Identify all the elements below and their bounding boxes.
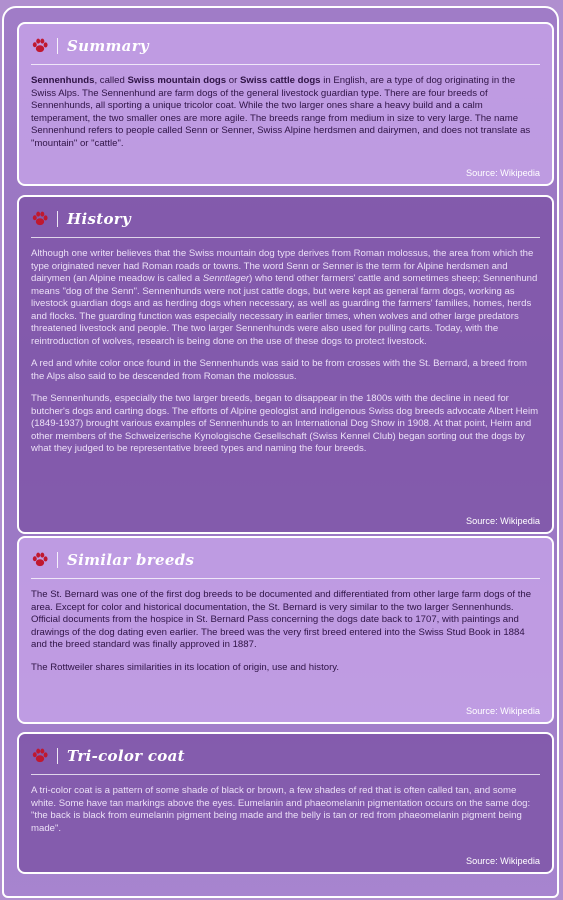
summary-bold-1: Sennenhunds xyxy=(31,75,95,86)
summary-source-link[interactable]: Source: Wikipedia xyxy=(465,168,540,178)
header-divider xyxy=(57,211,58,227)
header-divider xyxy=(57,38,58,54)
page-frame xyxy=(2,6,559,898)
tricolor-source-link[interactable]: Source: Wikipedia xyxy=(465,856,540,866)
tricolor-header xyxy=(31,744,540,775)
summary-text-1: , called xyxy=(94,75,128,86)
history-paragraph-2: A red and white color once found in the Sennenhunds was said to be from crosses with the St. Bernard, a breed from the Alps also said to be descended from Roman the molossus. xyxy=(31,358,527,382)
tricolor-title: Tri-color coat xyxy=(67,747,185,765)
history-paragraph-1 xyxy=(31,248,540,348)
similar-source-link[interactable]: Source: Wikipedia xyxy=(465,706,540,716)
summary-bold-3: Swiss cattle dogs xyxy=(240,75,321,86)
paw-icon xyxy=(31,747,49,765)
history-text-1a: Although one writer believes that the Swiss mountain dog type derives from Roman molossus, the area from which the type originated never had Roman roads or towns. The word Senn or Senner is the term for Alpine herdsmen and dairymen (an Alpine meadow is called a xyxy=(31,248,534,284)
summary-header xyxy=(31,34,540,65)
history-text-1b: ) who tend other farmers' cattle and sometimes sheep; Sennenhund means "dog of the Senn". Sennenhunds were not just cattle dogs, but were kept as general farm dogs, working as livestock guardian dogs and as herding dogs when necessary, as well as guarding the farmers' families, homes, herds and flocks. The guarding function was especially necessary in earlier times, when wolves and other large predators threatened livestock and people. The two larger Sennenhunds were also used for pulling carts. Today, with the reintroduction of wolves, research is being done on the use of these dogs to protect livestock. xyxy=(31,273,538,347)
summary-paragraph xyxy=(31,75,540,150)
header-divider xyxy=(57,552,58,568)
paw-icon xyxy=(31,210,49,228)
history-title: History xyxy=(67,210,131,228)
summary-card xyxy=(17,22,554,186)
tricolor-paragraph: A tri-color coat is a pattern of some shade of black or brown, a few shades of red that is often called tan, and some white. Some have tan markings above the eyes. Eumelanin and phaeomelanin pigmentation occurs on the same dog: "the back is black from eumelanin pigment being made and the belly is tan or red from phaeomelanin pigment being made". xyxy=(31,785,531,834)
summary-text-3: in English, are a type of dog originating in the Swiss Alps. The Sennenhund are farm dogs of the general livestock guardian type. There are four breeds of Sennenhunds, all sporting a unique tricolor coat. While the two larger ones share a heavy build and a calm temperament, the two smaller ones are more agile. The breeds range from medium in size to very large. The name Sennenhund refers to people called Senn or Senner, Swiss Alpine herdsmen and dairymen, and does not translate as "mountain" or "cattle". xyxy=(31,75,531,149)
history-italic-term: Senntlager xyxy=(202,273,250,284)
paw-icon xyxy=(31,551,49,569)
summary-title: Summary xyxy=(67,37,149,55)
history-paragraph-3: The Sennenhunds, especially the two larger breeds, began to disappear in the 1800s with the decline in need for butcher's dogs and carting dogs. The efforts of Alpine geologist and indigenous Swiss dog breeds advocate Albert Heim (1849-1937) brought various examples of Sennenhunds to an International Dog Show in 1908. At that point, Heim and other members of the Schweizerische Kynologische Gesellschaft (Swiss Kennel Club) began sorting out the dogs by what they judged to be representative breed types and naming the four breeds. xyxy=(31,393,539,454)
tricolor-card xyxy=(17,732,554,874)
similar-header xyxy=(31,548,540,579)
similar-breeds-card xyxy=(17,536,554,724)
history-source-link[interactable]: Source: Wikipedia xyxy=(465,516,540,526)
history-card xyxy=(17,195,554,534)
summary-bold-2: Swiss mountain dogs xyxy=(127,75,227,86)
similar-title: Similar breeds xyxy=(67,551,195,569)
similar-paragraph-2: The Rottweiler shares similarities in its location of origin, use and history. xyxy=(31,661,340,673)
header-divider xyxy=(57,748,58,764)
summary-text-2: or xyxy=(226,75,241,86)
paw-icon xyxy=(31,37,49,55)
similar-paragraph-1: The St. Bernard was one of the first dog breeds to be documented and differentiated from other large farm dogs of the area. Except for color and historical documentation, the St. Bernard is very similar to the two larger Sennenhunds. Official documents from the hospice in St. Bernard Pass concerning the dogs date back to 1707, with paintings and drawings of the dog dating even earlier. The breed was the very first breed entered into the Swiss Stud Book in 1884 and the breed standard was finally approved in 1887. xyxy=(31,589,532,650)
history-header xyxy=(31,207,540,238)
